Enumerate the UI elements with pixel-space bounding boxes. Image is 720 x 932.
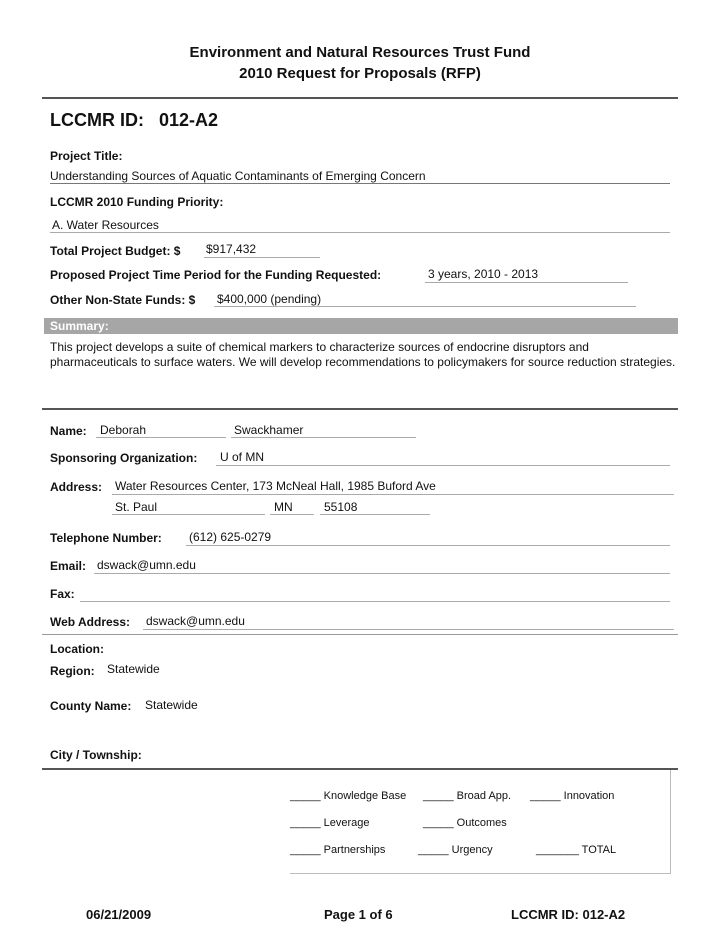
document-title-line1: Environment and Natural Resources Trust Fund [189,44,531,61]
footer-date: 06/21/2009 [86,907,152,922]
budget-underline [204,257,320,258]
address-city-underline [112,514,265,515]
footer-page-number: Page 1 of 6 [324,907,393,922]
time-period-label: Proposed Project Time Period for the Funding Requested: [50,268,382,282]
email-label: Email: [50,559,87,573]
non-state-funds-value: $400,000 (pending) [217,292,322,306]
time-period-underline [425,282,628,283]
summary-text: This project develops a suite of chemical markers to characterize sources of endocrine disruptors and pharmaceuticals to surface waters. We will develop recommendations to policymakers for source reduction strategies. [50,340,676,369]
non-state-funds-label: Other Non-State Funds: $ [50,293,196,307]
score-partnerships: _____ Partnerships [290,844,386,856]
city-township-label: City / Township: [50,748,142,762]
sponsoring-org-underline [216,465,670,466]
footer-lccmr-id: LCCMR ID: 012-A2 [511,907,626,922]
telephone-underline [186,545,670,546]
budget-value: $917,432 [206,242,257,256]
funding-priority-underline [50,232,670,233]
fax-label: Fax: [50,587,75,601]
funding-priority-label: LCCMR 2010 Funding Priority: [50,195,224,209]
last-name-value: Swackhamer [234,423,304,437]
region-label: Region: [50,664,95,678]
scoring-box-bottom-edge [290,873,671,874]
telephone-label: Telephone Number: [50,531,162,545]
county-name-value: Statewide [145,698,198,712]
location-label: Location: [50,642,104,656]
telephone-value: (612) 625-0279 [189,530,272,544]
first-name-value: Deborah [100,423,147,437]
address-street-value: Water Resources Center, 173 McNeal Hall, 1985 Buford Ave [115,479,436,493]
address-street-underline [112,494,674,495]
score-urgency: _____ Urgency [418,844,493,856]
document-title-line2: 2010 Request for Proposals (RFP) [239,65,481,82]
address-state-value: MN [274,500,293,514]
region-value: Statewide [107,662,160,676]
first-name-underline [96,437,226,438]
lccmr-id-label: LCCMR ID: [50,110,144,130]
lccmr-id-heading [50,110,218,131]
project-title-label: Project Title: [50,149,123,163]
sponsoring-org-label: Sponsoring Organization: [50,451,198,465]
address-zip-underline [320,514,430,515]
address-zip-value: 55108 [324,500,358,514]
web-address-underline [143,629,674,630]
scoring-box-right-edge [670,770,671,874]
score-innovation: _____ Innovation [530,790,615,802]
summary-divider [42,408,678,410]
last-name-underline [231,437,416,438]
lccmr-id-value: 012-A2 [159,110,219,130]
location-divider [42,768,678,770]
time-period-value: 3 years, 2010 - 2013 [428,267,539,281]
funding-priority-value: A. Water Resources [52,218,159,232]
score-outcomes: _____ Outcomes [423,817,507,829]
non-state-funds-underline [214,306,636,307]
web-address-label: Web Address: [50,615,131,629]
score-knowledge-base: _____ Knowledge Base [290,790,407,802]
fax-underline [80,601,670,602]
address-label: Address: [50,480,103,494]
score-leverage: _____ Leverage [290,817,370,829]
web-address-value: dswack@umn.edu [146,614,245,628]
score-total: _______ TOTAL [536,844,617,856]
address-state-underline [270,514,314,515]
score-broad-app: _____ Broad App. [423,790,512,802]
address-city-value: St. Paul [115,500,158,514]
summary-label: Summary: [50,319,109,333]
sponsoring-org-value: U of MN [220,450,265,464]
name-label: Name: [50,424,87,438]
county-name-label: County Name: [50,699,132,713]
project-title-underline [50,183,670,184]
summary-header-bar [44,318,678,334]
contact-divider [42,634,678,635]
budget-label: Total Project Budget: $ [50,244,181,258]
header-divider [42,97,678,99]
email-underline [94,573,670,574]
project-title-value: Understanding Sources of Aquatic Contaminants of Emerging Concern [50,169,426,183]
email-value: dswack@umn.edu [97,558,196,572]
